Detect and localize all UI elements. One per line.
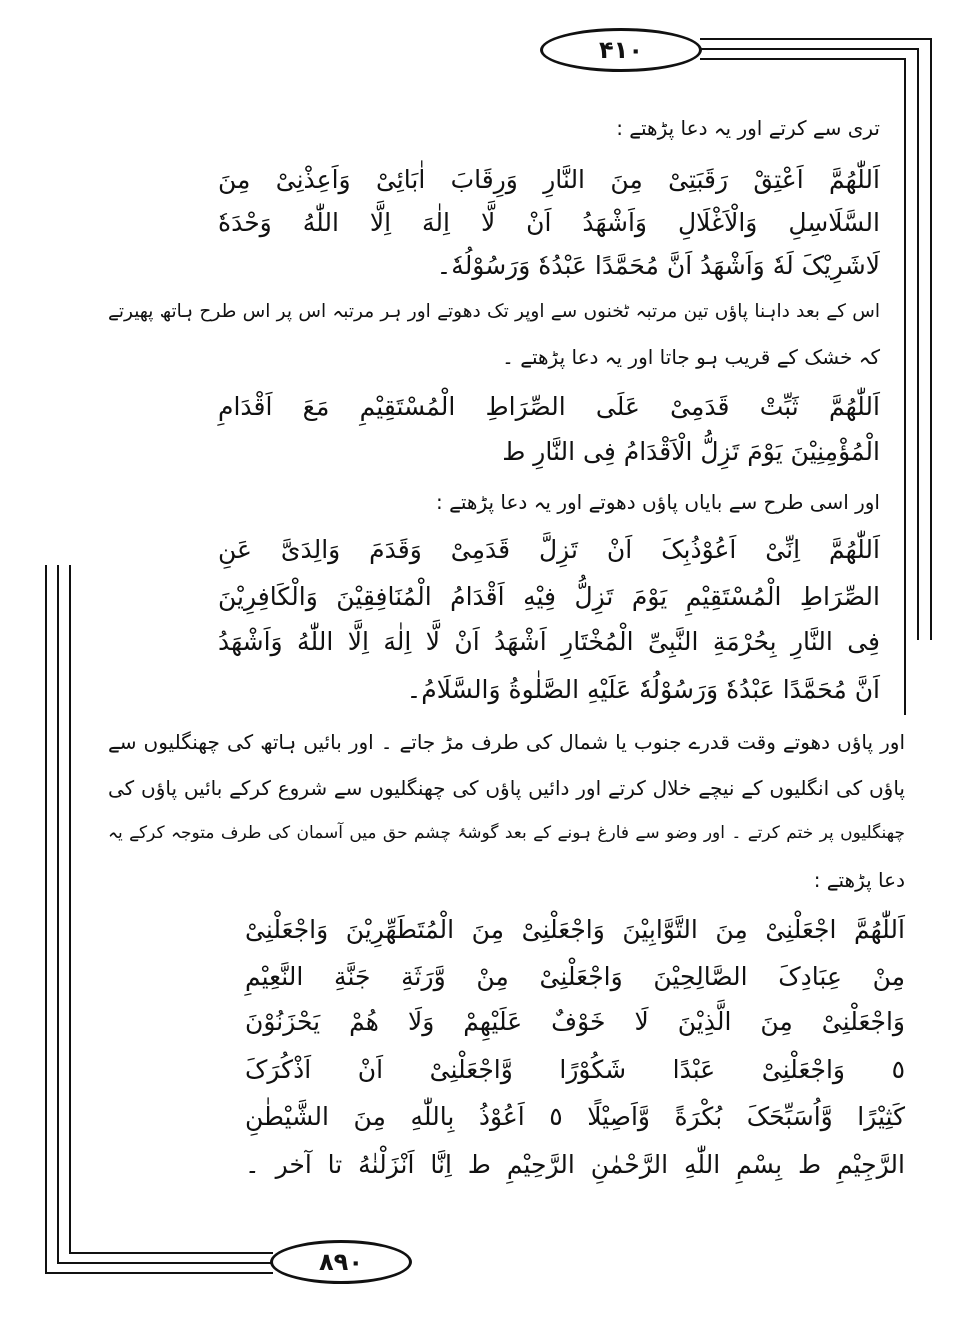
frame-line bbox=[700, 38, 932, 40]
arabic-dua-line: اَللّٰهُمَّ اَعْتِقْ رَقَبَتِیْ مِنَ النَّارِ وَرِقَابَ اٰبَائِیْ وَاَعِذْنِیْ مِنَ bbox=[218, 165, 880, 194]
urdu-instruction-line: تری سے کرتے اور یہ دعا پڑھتے : bbox=[616, 116, 880, 140]
arabic-dua-line: وَاجْعَلْنِیْ مِنَ الَّذِیْنَ لَا خَوْفٌ عَلَیْهِمْ وَلَا هُمْ یَحْزَنُوْنَ bbox=[245, 1007, 905, 1036]
arabic-dua-line: اَللّٰهُمَّ ثَبِّتْ قَدَمِیْ عَلَی الصِّرَاطِ الْمُسْتَقِیْمِ مَعَ اَقْدَامِ bbox=[218, 392, 880, 421]
frame-line bbox=[57, 565, 59, 1264]
page-number-top bbox=[540, 28, 702, 72]
frame-line bbox=[917, 48, 919, 640]
arabic-dua-line: مِنْ عِبَادِکَ الصَّالِحِیْنَ وَاجْعَلْنِیْ مِنْ وَّرَثَةِ جَنَّةِ النَّعِیْمِ bbox=[245, 962, 905, 991]
arabic-dua-line: لَاشَرِیْکَ لَهٗ وَاَشْهَدُ اَنَّ مُحَمَّدًا عَبْدُهٗ وَرَسُوْلُهٗ۔ bbox=[436, 251, 880, 280]
frame-line bbox=[700, 48, 919, 50]
arabic-dua-line: ٥ وَاجْعَلْنِیْ عَبْدًا شَکُوْرًا وَّاجْعَلْنِیْ اَنْ اَذْکُرَکَ bbox=[245, 1055, 905, 1084]
arabic-dua-line: اَللّٰهُمَّ اِنِّیْ اَعُوْذُبِکَ اَنْ تَزِلَّ قَدَمِیْ وَقَدَمَ وَالِدَیَّ عَنِ bbox=[218, 535, 880, 564]
frame-line bbox=[45, 1272, 273, 1274]
urdu-paragraph-line: پاؤں کی انگلیوں کے نیچے خلال کرتے اور دائیں پاؤں کی چھنگلیوں سے شروع کرکے بائیں پاؤں کی bbox=[108, 776, 905, 800]
arabic-dua-line: کَثِیْرًا وَّاُسَبِّحَکَ بُکْرَةً وَّاَصِیْلًا ٥ اَعُوْذُ بِاللّٰهِ مِنَ الشَّیْطٰنِ bbox=[245, 1102, 905, 1131]
frame-line bbox=[57, 1262, 273, 1264]
page-number-top-text: ۴۱۰ bbox=[599, 36, 643, 64]
arabic-dua-line: الرَّجِیْمِ ط بِسْمِ اللّٰهِ الرَّحْمٰنِ الرَّحِیْمِ ط اِنَّا اَنْزَلْنٰهُ تا آخر ۔ bbox=[245, 1150, 905, 1179]
arabic-dua-line: فِی النَّارِ بِحُرْمَةِ النَّبِیِّ الْمُخْتَارِ اَشْهَدُ اَنْ لَّا اِلٰهَ اِلَّا اللّٰهُ وَاَشْهَدُ bbox=[218, 627, 880, 656]
frame-line bbox=[69, 565, 71, 1254]
urdu-paragraph-line: دعا پڑھتے : bbox=[813, 868, 905, 892]
urdu-paragraph-line: چھنگلیوں پر ختم کرتے ۔ اور وضو سے فارغ ہونے کے بعد گوشۂ چشم حق میں آسمان کی طرف متوجہ کرکے یہ bbox=[108, 823, 905, 843]
arabic-dua-line: اَللّٰهُمَّ اجْعَلْنِیْ مِنَ التَّوَّابِیْنَ وَاجْعَلْنِیْ مِنَ الْمُتَطَهِّرِیْنَ وَاجْعَلْنِیْ bbox=[245, 915, 905, 944]
frame-line bbox=[69, 1252, 273, 1254]
arabic-dua-line: الْمُؤْمِنِیْنَ یَوْمَ تَزِلُّ الْاَقْدَامُ فِی النَّارِ ط bbox=[502, 437, 880, 466]
urdu-paragraph-line: اس کے بعد داہنا پاؤں تین مرتبہ ٹخنوں سے اوپر تک دھوتے اور ہر مرتبہ اس پر اس طرح ہاتھ پھیرتے bbox=[108, 301, 880, 322]
urdu-paragraph-line: کہ خشک کے قریب ہو جاتا اور یہ دعا پڑھتے ۔ bbox=[502, 345, 880, 369]
urdu-paragraph-line: اور پاؤں دھوتے وقت قدرے جنوب یا شمال کی طرف مڑ جاتے ۔ اور بائیں ہاتھ کی چھنگلیوں سے bbox=[108, 730, 905, 754]
arabic-dua-line: اَنَّ مُحَمَّدًا عَبْدُهٗ وَرَسُوْلُهٗ عَلَیْهِ الصَّلٰوةُ وَالسَّلَامُ۔ bbox=[406, 675, 880, 704]
arabic-dua-line: الصِّرَاطِ الْمُسْتَقِیْمِ یَوْمَ تَزِلُّ فِیْهِ اَقْدَامُ الْمُنَافِقِیْنَ وَالْکَافِرِیْنَ bbox=[218, 582, 880, 611]
page-number-bottom bbox=[270, 1240, 412, 1284]
frame-line bbox=[45, 565, 47, 1274]
frame-line bbox=[700, 58, 906, 60]
frame-line bbox=[930, 38, 932, 640]
arabic-dua-line: السَّلَاسِلِ وَالْاَغْلَالِ وَاَشْهَدُ اَنْ لَّا اِلٰهَ اِلَّا اللّٰهُ وَحْدَهٗ bbox=[218, 208, 880, 237]
frame-line bbox=[904, 58, 906, 715]
page-number-bottom-text: ۸۹۰ bbox=[319, 1248, 363, 1276]
urdu-instruction-line: اور اسی طرح سے بایاں پاؤں دھوتے اور یہ دعا پڑھتے : bbox=[436, 490, 880, 514]
